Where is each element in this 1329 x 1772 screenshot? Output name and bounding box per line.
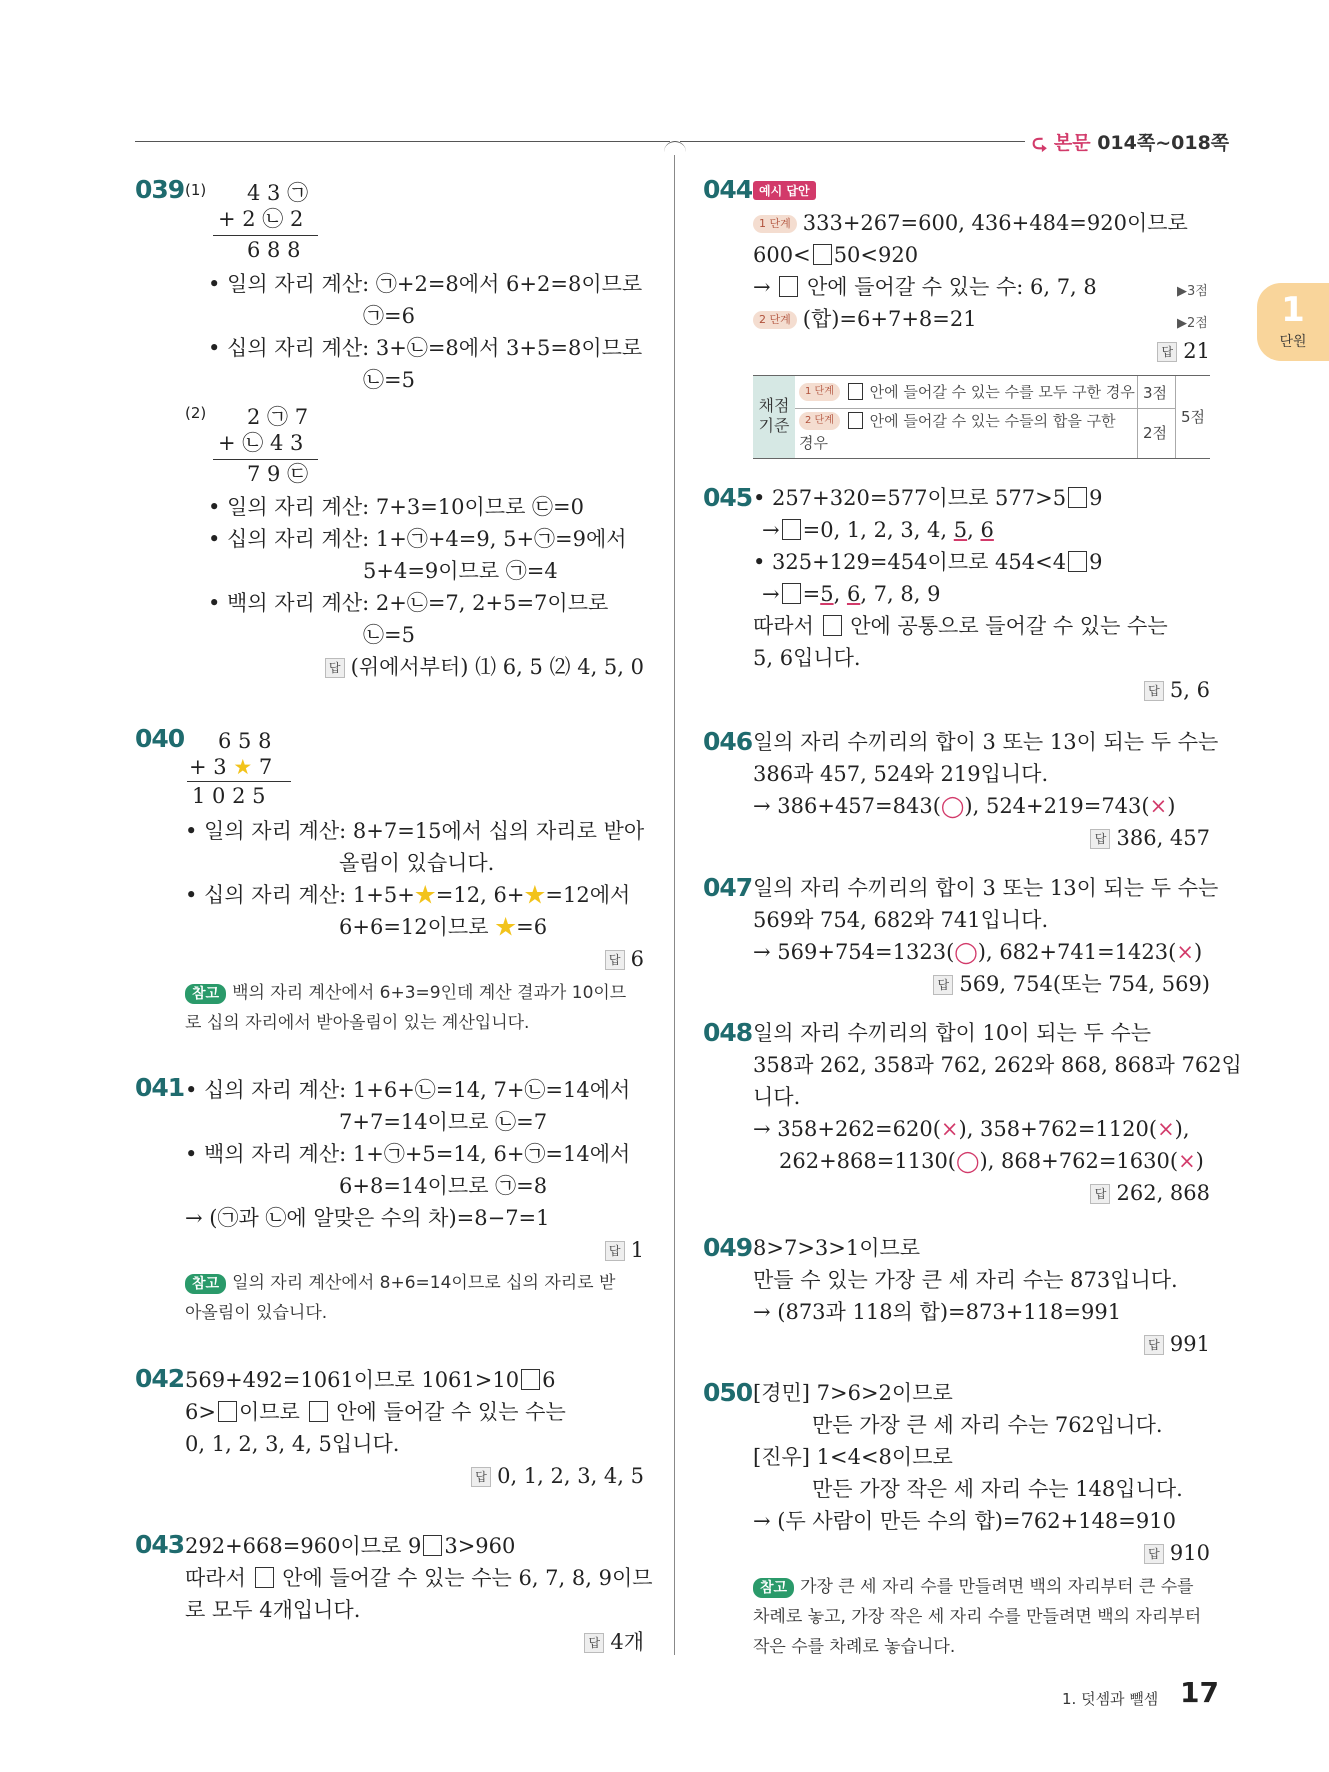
blank-box-icon	[813, 244, 832, 265]
explanation-text: =0, 1, 2, 3, 4,	[802, 518, 954, 542]
problem-number: 049	[703, 1233, 753, 1262]
column-addition-line: + ㉡ 4 3	[218, 431, 304, 455]
header-range: 014쪽~018쪽	[1097, 132, 1230, 154]
explanation-line: [진우] 1<4<8이므로	[753, 1445, 953, 1469]
wrong-mark-icon: ×	[1176, 940, 1194, 964]
criteria-divider-h	[795, 408, 1176, 409]
explanation-text: 9	[1089, 486, 1103, 510]
explanation-line	[779, 1146, 1204, 1176]
note-line-1	[753, 1572, 1213, 1602]
criteria-text: 경우	[799, 434, 828, 452]
explanation-text: →	[762, 582, 780, 606]
underlined-value: 5	[820, 582, 834, 606]
header-rule-left	[135, 141, 670, 142]
explanation-line: • 일의 자리 계산: 8+7=15에서 십의 자리로 받아	[185, 819, 645, 843]
sub-label: (2)	[185, 404, 207, 422]
criteria-row-1	[799, 380, 1135, 404]
criteria-divider-v	[1137, 376, 1138, 458]
answer-label: 답	[471, 1467, 491, 1487]
explanation-line: → (두 사람이 만든 수의 합)=762+148=910	[753, 1509, 1176, 1533]
answer-label: 답	[605, 950, 625, 970]
wrong-mark-icon: ×	[940, 1117, 959, 1141]
correct-mark-icon: ◯	[956, 1149, 980, 1173]
explanation-line	[185, 1531, 515, 1561]
blank-box-icon	[823, 615, 842, 636]
answer-value: 991	[1169, 1332, 1210, 1356]
reference-note	[753, 1572, 1213, 1662]
problem-number: 045	[703, 483, 753, 512]
explanation-text: =6	[516, 915, 548, 939]
explanation-text: =12, 6+	[435, 883, 525, 907]
explanation-line: 0, 1, 2, 3, 4, 5입니다.	[185, 1432, 400, 1456]
blank-box-icon	[1068, 551, 1087, 572]
problem-number: 041	[135, 1073, 185, 1102]
explanation-text: 292+668=960이므로 9	[185, 1534, 422, 1558]
explanation-line: 니다.	[753, 1085, 801, 1109]
explanation-line: • 십의 자리 계산: 1+㉠+4=9, 5+㉠=9에서	[208, 527, 627, 551]
blank-box-icon	[218, 1401, 237, 1422]
star-icon: ★	[524, 883, 546, 907]
explanation-line: 569와 754, 682와 741입니다.	[753, 908, 1049, 932]
step-badge: 1 단계	[799, 383, 840, 401]
explanation-line: ㉠=6	[363, 304, 415, 328]
explanation-line: 만든 가장 작은 세 자리 수는 148입니다.	[812, 1477, 1183, 1501]
explanation-line	[753, 791, 1175, 821]
answer-label: 답	[1090, 1184, 1110, 1204]
answer-value: 910	[1169, 1541, 1210, 1565]
answer-value: 1	[630, 1238, 644, 1262]
blank-box-icon	[1068, 487, 1087, 508]
explanation-line: • 십의 자리 계산: 1+6+㉡=14, 7+㉡=14에서	[185, 1078, 631, 1102]
problem-number: 044	[703, 175, 753, 204]
explanation-line	[762, 515, 994, 545]
explanation-text: 따라서	[753, 614, 821, 638]
step-badge: 2 단계	[799, 412, 840, 430]
criteria-text: 안에 들어갈 수 있는 수를 모두 구한 경우	[864, 383, 1135, 401]
explanation-text: ,	[833, 582, 847, 606]
explanation-text: • 257+320=577이므로 577>5	[753, 486, 1067, 510]
explanation-line	[753, 937, 1202, 967]
underlined-value: 6	[980, 518, 994, 542]
explanation-line: 5+4=9이므로 ㉠=4	[363, 559, 558, 583]
explanation-line	[185, 1397, 566, 1427]
answer-label: 답	[584, 1633, 604, 1653]
explanation-text: 안에 들어갈 수 있는 수: 6, 7, 8	[800, 275, 1097, 299]
explanation-text: 569+492=1061이므로 1061>10	[185, 1368, 520, 1392]
explanation-text: 333+267=600, 436+484=920이므로	[802, 211, 1188, 235]
page-number: 17	[1180, 1676, 1219, 1709]
answer-label: 답	[1144, 1544, 1164, 1564]
explanation-text: (합)=6+7+8=21	[802, 307, 977, 331]
explanation-text: 6>	[185, 1400, 216, 1424]
column-addition-line	[189, 752, 272, 782]
explanation-text: )	[1193, 940, 1203, 964]
column-addition-line: 6 8 8	[247, 238, 301, 262]
explanation-line: 8>7>3>1이므로	[753, 1236, 921, 1260]
footer-chapter: 1. 덧셈과 뺄셈	[1062, 1690, 1159, 1708]
column-addition-line: 7 9 ㉢	[247, 462, 309, 486]
answer-line	[584, 1627, 644, 1657]
explanation-text: ), 868+762=1630(	[979, 1149, 1179, 1173]
explanation-text: →	[762, 518, 780, 542]
correct-mark-icon: ◯	[940, 794, 965, 818]
header-rule-right	[680, 141, 1025, 142]
score-mark: ▶3점	[1177, 284, 1208, 299]
note-text: 백의 자리 계산에서 6+3=9인데 계산 결과가 10이므	[232, 983, 627, 1003]
star-icon: ★	[495, 915, 517, 939]
explanation-text: • 십의 자리 계산: 1+5+	[185, 883, 415, 907]
answer-label: 답	[933, 975, 953, 995]
explanation-line: 7+7=14이므로 ㉡=7	[339, 1110, 548, 1134]
explanation-text: →	[753, 275, 778, 299]
explanation-text: 안에 들어갈 수 있는 수는 6, 7, 8, 9이므	[275, 1566, 653, 1590]
header-label-main: 본문	[1053, 132, 1091, 154]
answer-line	[1144, 1329, 1210, 1359]
explanation-line	[185, 880, 630, 910]
chapter-tab-number: 1	[1281, 290, 1305, 330]
wrong-mark-icon: ×	[1178, 1149, 1196, 1173]
explanation-text: 이므로	[238, 1400, 307, 1424]
addition-operand-digit: 7	[258, 755, 273, 779]
explanation-text: ), 358+762=1120(	[958, 1117, 1158, 1141]
explanation-line: 일의 자리 수끼리의 합이 10이 되는 두 수는	[753, 1021, 1152, 1045]
criteria-total: 5점	[1181, 408, 1206, 426]
explanation-text: )	[1195, 1149, 1204, 1173]
blank-box-icon	[782, 519, 801, 540]
answer-label: 답	[1157, 342, 1177, 362]
answer-value: (위에서부터) ⑴ 6, 5 ⑵ 4, 5, 0	[350, 655, 644, 679]
reference-tag: 참고	[185, 1274, 226, 1294]
explanation-line: • 일의 자리 계산: ㉠+2=8에서 6+2=8이므로	[208, 272, 643, 296]
criteria-text: 안에 들어갈 수 있는 수들의 합을 구한	[864, 412, 1116, 430]
step-badge: 2 단계	[753, 311, 797, 329]
criteria-points: 2점	[1143, 424, 1168, 442]
correct-mark-icon: ◯	[954, 940, 978, 964]
criteria-header-text: 채점 기준	[758, 396, 790, 435]
explanation-line: 만든 가장 큰 세 자리 수는 762입니다.	[812, 1413, 1163, 1437]
explanation-line: 358과 262, 358과 762, 262와 868, 868과 762입	[753, 1053, 1242, 1077]
explanation-text: 6	[542, 1368, 556, 1392]
answer-line	[1144, 675, 1210, 705]
problem-number: 047	[703, 873, 753, 902]
problem-number: 040	[135, 724, 185, 753]
explanation-text: → 358+262=620(	[753, 1117, 941, 1141]
explanation-text: )	[1167, 794, 1176, 818]
explanation-line: • 백의 자리 계산: 2+㉡=7, 2+5=7이므로	[208, 591, 609, 615]
blank-box-icon	[309, 1401, 328, 1422]
wrong-mark-icon: ×	[1149, 794, 1168, 818]
blank-box-icon	[779, 276, 798, 297]
explanation-line: [경민] 7>6>2이므로	[753, 1381, 953, 1405]
explanation-line: → (㉠과 ㉡에 알맞은 수의 차)=8−7=1	[185, 1206, 550, 1230]
explanation-line: 일의 자리 수끼리의 합이 3 또는 13이 되는 두 수는	[753, 876, 1219, 900]
sub-label: (1)	[185, 181, 207, 199]
note-text: 일의 자리 계산에서 8+6=14이므로 십의 자리로 받	[232, 1273, 616, 1293]
example-answer-badge: 예시 답안	[753, 181, 816, 200]
score-mark: ▶2점	[1177, 316, 1208, 331]
grading-criteria-table	[753, 375, 1210, 459]
column-addition-line: 1 0 2 5	[192, 784, 266, 808]
return-arrow-icon: ⮎	[1032, 132, 1048, 154]
blank-box-icon	[423, 1535, 442, 1556]
addition-operand: + 3	[189, 755, 227, 779]
explanation-line	[339, 912, 547, 942]
explanation-line	[753, 547, 1102, 577]
reference-tag: 참고	[753, 1578, 794, 1598]
column-addition-line: + 2 ㉡ 2	[218, 207, 304, 231]
problem-number: 039	[135, 175, 185, 204]
explanation-line: ㉡=5	[363, 623, 415, 647]
explanation-text: , 7, 8, 9	[860, 582, 941, 606]
explanation-line	[753, 611, 1168, 641]
blank-box-icon	[848, 383, 863, 400]
reference-note	[185, 1268, 645, 1328]
explanation-text: =	[802, 582, 821, 606]
note-line-1	[185, 1268, 645, 1298]
column-divider	[674, 155, 675, 1655]
answer-label: 답	[1144, 681, 1164, 701]
underlined-value: 5	[953, 518, 968, 542]
criteria-header	[753, 376, 795, 458]
explanation-text: • 325+129=454이므로 454<4	[753, 550, 1067, 574]
chapter-tab	[1257, 283, 1329, 361]
column-addition-line: 2 ㉠ 7	[247, 405, 309, 429]
answer-value: 0, 1, 2, 3, 4, 5	[497, 1464, 644, 1488]
blank-box-icon	[782, 583, 801, 604]
wrong-mark-icon: ×	[1157, 1117, 1175, 1141]
explanation-line: 일의 자리 수끼리의 합이 3 또는 13이 되는 두 수는	[753, 730, 1219, 754]
reference-note	[185, 978, 645, 1038]
explanation-text: 따라서	[185, 1566, 253, 1590]
criteria-points: 3점	[1143, 384, 1168, 402]
explanation-line: • 십의 자리 계산: 3+㉡=8에서 3+5=8이므로	[208, 336, 643, 360]
chapter-tab-label: 단원	[1279, 334, 1307, 350]
answer-value: 569, 754(또는 754, 569)	[959, 972, 1210, 996]
header-rule-curve	[664, 141, 686, 162]
answer-line	[605, 944, 644, 974]
explanation-text: 262+868=1130(	[779, 1149, 956, 1173]
explanation-line: • 일의 자리 계산: 7+3=10이므로 ㉢=0	[208, 495, 585, 519]
explanation-line: 5, 6입니다.	[753, 646, 861, 670]
explanation-text: ), 682+741=1423(	[977, 940, 1177, 964]
problem-number: 046	[703, 727, 753, 756]
note-line-2: 차례로 놓고, 가장 작은 세 자리 수를 만들려면 백의 자리부터	[753, 1607, 1202, 1627]
answer-line	[933, 969, 1210, 999]
explanation-line	[753, 304, 977, 334]
problem-number: 042	[135, 1364, 185, 1393]
explanation-text: 안에 들어갈 수 있는 수는	[329, 1400, 566, 1424]
note-text: 가장 큰 세 자리 수를 만들려면 백의 자리부터 큰 수를	[800, 1577, 1194, 1597]
answer-value: 4개	[610, 1630, 644, 1654]
explanation-line	[753, 208, 1188, 238]
star-icon: ★	[414, 883, 436, 907]
answer-line	[1157, 336, 1210, 366]
explanation-line: 6+8=14이므로 ㉠=8	[339, 1174, 548, 1198]
blank-box-icon	[521, 1369, 540, 1390]
star-icon: ★	[233, 755, 253, 779]
answer-line	[1144, 1538, 1210, 1568]
explanation-line	[753, 272, 1097, 302]
explanation-text: ),	[1174, 1117, 1190, 1141]
criteria-divider-v	[1175, 376, 1176, 458]
answer-label: 답	[1090, 829, 1110, 849]
explanation-text: → 386+457=843(	[753, 794, 941, 818]
explanation-text: =12에서	[545, 883, 631, 907]
explanation-line: 올림이 있습니다.	[339, 851, 495, 875]
note-line-2: 아올림이 있습니다.	[185, 1303, 328, 1323]
explanation-line: → (873과 118의 합)=873+118=991	[753, 1300, 1122, 1324]
column-addition-line: 6 5 8	[218, 729, 272, 753]
problem-number: 048	[703, 1018, 753, 1047]
explanation-text: 50<920	[833, 243, 919, 267]
answer-line	[1090, 823, 1210, 853]
explanation-text: 600<	[753, 243, 811, 267]
answer-label: 답	[605, 1241, 625, 1261]
header-label	[1032, 128, 1229, 161]
explanation-text: 안에 공통으로 들어갈 수 있는 수는	[843, 614, 1168, 638]
explanation-line	[753, 1114, 1190, 1144]
explanation-text: 9	[1089, 550, 1103, 574]
answer-label: 답	[1144, 1335, 1164, 1355]
column-addition-line: 4 3 ㉠	[247, 181, 309, 205]
answer-line	[471, 1461, 644, 1491]
explanation-line	[185, 1563, 653, 1593]
answer-line	[325, 652, 644, 682]
explanation-line: ㉡=5	[363, 368, 415, 392]
explanation-line	[753, 483, 1102, 513]
answer-label: 답	[325, 658, 345, 678]
explanation-line: • 백의 자리 계산: 1+㉠+5=14, 6+㉠=14에서	[185, 1142, 631, 1166]
answer-line	[1090, 1178, 1210, 1208]
note-line-2: 로 십의 자리에서 받아올림이 있는 계산입니다.	[185, 1013, 530, 1033]
blank-box-icon	[848, 412, 863, 429]
explanation-text: 6+6=12이므로	[339, 915, 496, 939]
note-line-3: 작은 수를 차례로 놓습니다.	[753, 1637, 956, 1657]
reference-tag: 참고	[185, 984, 226, 1004]
answer-line	[605, 1235, 644, 1265]
problem-number: 043	[135, 1530, 185, 1559]
explanation-text: → 569+754=1323(	[753, 940, 955, 964]
answer-value: 5, 6	[1169, 678, 1210, 702]
answer-value: 6	[630, 947, 644, 971]
explanation-text: 3>960	[444, 1534, 516, 1558]
problem-number: 050	[703, 1378, 753, 1407]
criteria-row-2	[799, 410, 1116, 454]
blank-box-icon	[255, 1567, 274, 1588]
note-line-1	[185, 978, 645, 1008]
answer-value: 262, 868	[1116, 1181, 1210, 1205]
explanation-line: 로 모두 4개입니다.	[185, 1598, 361, 1622]
underlined-value: 6	[846, 582, 861, 606]
explanation-line	[185, 1365, 555, 1395]
explanation-text: ), 524+219=743(	[964, 794, 1150, 818]
explanation-line	[753, 240, 918, 270]
explanation-text: ,	[967, 518, 981, 542]
step-badge: 1 단계	[753, 215, 797, 233]
explanation-line	[762, 579, 940, 609]
explanation-line: 386과 457, 524와 219입니다.	[753, 762, 1049, 786]
answer-value: 21	[1183, 339, 1210, 363]
explanation-line: 만들 수 있는 가장 큰 세 자리 수는 873입니다.	[753, 1268, 1178, 1292]
answer-value: 386, 457	[1116, 826, 1210, 850]
